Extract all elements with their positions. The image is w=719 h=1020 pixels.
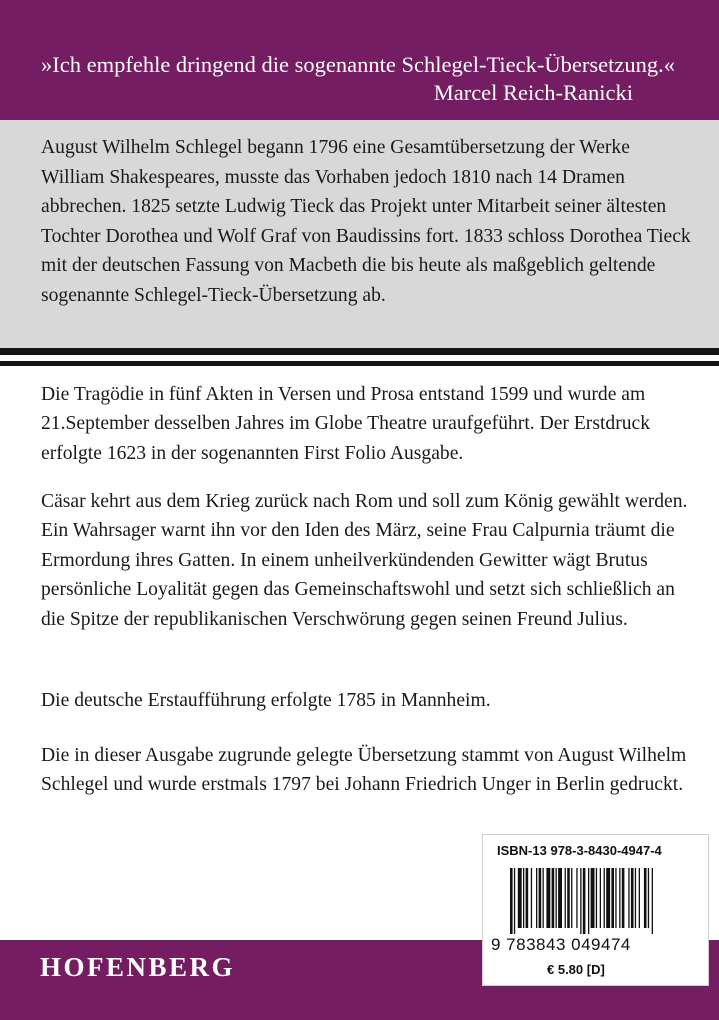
- barcode-bar: [619, 868, 620, 928]
- barcode-bar: [539, 868, 542, 928]
- body-paragraph-translation: Die in dieser Ausgabe zugrunde gelegte Übersetzung stammt von August Wilhelm Schlegel und wurde erstmals 1797 bei Johann Friedrich Unger in Berlin gedruckt.: [41, 745, 687, 796]
- quote-text: »Ich empfehle dringend die sogenannte Schlegel-Tieck-Übersetzung.«: [41, 52, 675, 77]
- barcode-bar: [591, 868, 595, 928]
- barcode-bar: [526, 868, 529, 928]
- barcode-bar: [596, 868, 597, 928]
- barcode-bar: [622, 868, 625, 928]
- quote-band: [0, 0, 719, 120]
- barcode-bar: [652, 868, 653, 934]
- quote-author: Marcel Reich-Ranicki: [433, 80, 633, 105]
- divider-rule-bottom: [0, 361, 719, 366]
- barcode-bar: [639, 868, 640, 928]
- barcode-bar: [635, 868, 636, 928]
- barcode-bar: [571, 868, 572, 928]
- barcode-bar: [510, 868, 513, 934]
- barcode-bar: [552, 868, 555, 928]
- barcode-bar: [583, 868, 586, 934]
- price-label: € 5.80 [D]: [547, 962, 605, 977]
- barcode-bar: [648, 868, 649, 928]
- isbn-number: ISBN-13 978-3-8430-4947-4: [497, 843, 662, 858]
- body-paragraph-german-premiere: Die deutsche Erstaufführung erfolgte 1785 in Mannheim.: [41, 690, 491, 711]
- barcode-bar: [580, 868, 581, 934]
- barcode-bar: [604, 868, 605, 928]
- barcode-bar: [523, 868, 524, 928]
- body-paragraph-plot: Cäsar kehrt aus dem Krieg zurück nach Rom und soll zum König gewählt werden. Ein Wahrsager warnt ihn vor den Iden des März, seine Frau Calpurnia träumt die Ermordung ihres Gatten. In einem unheilverkündenden Gewitter wägt Brutus persönliche Loyalität gegen das Gemeinschaftswohl und setzt sich schließlich an die Spitze der republikanischen Verschwörung gegen seinen Freund Julius.: [41, 491, 688, 630]
- intro-paragraph: August Wilhelm Schlegel begann 1796 eine Gesamtübersetzung der Werke William Shakespeares, musste das Vorhaben jedoch 1810 nach 14 Dramen abbrechen. 1825 setzte Ludwig Tieck das Projekt unter Mitarbeit seiner ältesten Tochter Dorothea und Wolf Graf von Baudissins fort. 1833 schloss Dorothea Tieck mit der deutschen Fassung von Macbeth die bis heute als maßgeblich geltende sogenannte Schlegel-Tieck-Übersetzung ab.: [41, 137, 691, 306]
- barcode-bar: [628, 868, 629, 928]
- barcode-bar: [615, 868, 616, 928]
- barcode-bar: [611, 868, 614, 928]
- publisher-logo: HOFENBERG: [40, 952, 236, 982]
- barcode-bar: [531, 868, 532, 928]
- barcode-bar: [543, 868, 544, 928]
- divider-rule-top: [0, 348, 719, 355]
- barcode-bar: [565, 868, 566, 928]
- body-paragraph-premiere: Die Tragödie in fünf Akten in Versen und Prosa entstand 1599 und wurde am 21.September desselben Jahres im Globe Theatre uraufgeführt. Der Erstdruck erfolgte 1623 in der sogenannten First Folio Ausgabe.: [41, 384, 651, 464]
- barcode-bar: [556, 868, 557, 928]
- barcode-bar: [536, 868, 537, 928]
- barcode-bar: [576, 868, 577, 928]
- barcode-bar: [546, 868, 550, 928]
- barcode-bar: [600, 868, 601, 928]
- barcode-bar: [558, 868, 562, 928]
- barcode-bar: [588, 868, 589, 934]
- barcode-bar: [514, 868, 515, 934]
- barcode-icon: [510, 868, 686, 934]
- barcode-bar: [644, 868, 647, 928]
- isbn-barcode-box: [482, 834, 709, 986]
- barcode-bar: [606, 868, 610, 928]
- barcode-digits: 9 783843 049474: [491, 935, 631, 954]
- barcode-bar: [567, 868, 570, 928]
- barcode-bar: [631, 868, 634, 928]
- barcode-bar: [518, 868, 522, 928]
